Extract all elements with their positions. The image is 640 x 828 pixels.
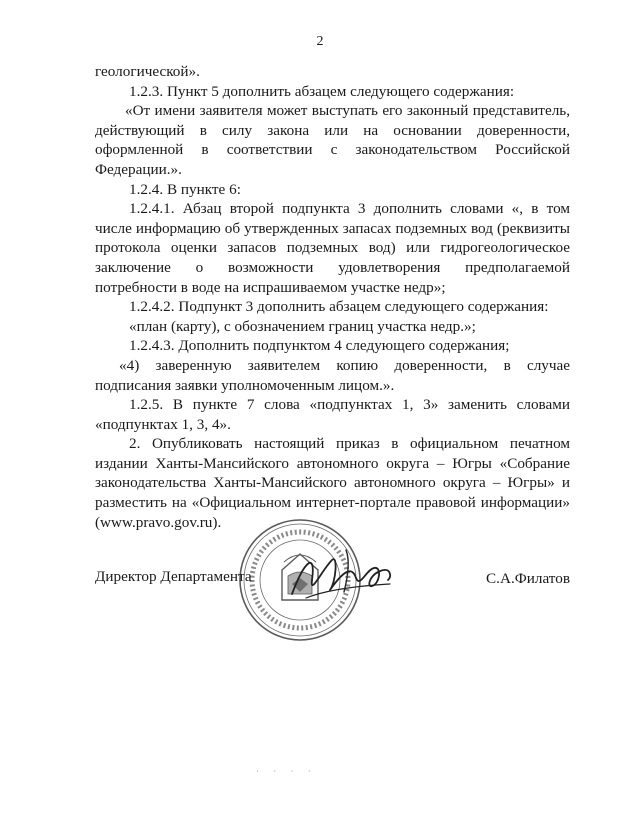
paragraph-quote-plan: «план (карту), с обозначением границ участка недр.»; bbox=[129, 317, 476, 335]
paragraph-1-2-4-2: 1.2.4.2. Подпункт 3 дополнить абзацем следующего содержания: bbox=[129, 298, 549, 316]
paragraph-quote-power-of-attorney: «4) заверенную заявителем копию доверенности, в случае подписания заявки уполномоченным лицом.». bbox=[95, 356, 570, 394]
document-body bbox=[95, 62, 570, 532]
signer-name: С.А.Филатов bbox=[486, 570, 570, 587]
page-number: 2 bbox=[316, 34, 324, 49]
paragraph-2-publish: 2. Опубликовать настоящий приказ в официальном печатном издании Ханты-Мансийского автономного округа – Югры «Собрание законодательства Ханты-Мансийского автономного округа – Югры» и разместить на «Официальном интернет-портале правовой информации» (www.pravo.gov.ru). bbox=[95, 435, 570, 531]
scan-artifact: · · · · bbox=[256, 766, 317, 776]
signer-title: Директор Департамента bbox=[95, 568, 252, 585]
paragraph-continuation: геологической». bbox=[95, 63, 200, 80]
paragraph-quote-representative: «От имени заявителя может выступать его законный представитель, действующий в силу закона или на основании доверенности, оформленной в соответствии с законодательством Российской Федерации.». bbox=[95, 102, 570, 178]
handwritten-signature-icon bbox=[286, 540, 396, 610]
paragraph-1-2-4-3: 1.2.4.3. Дополнить подпунктом 4 следующего содержания; bbox=[129, 337, 510, 355]
paragraph-1-2-3: 1.2.3. Пункт 5 дополнить абзацем следующего содержания: bbox=[129, 82, 515, 100]
paragraph-1-2-5: 1.2.5. В пункте 7 слова «подпунктах 1, 3» заменить словами «подпунктах 1, 3, 4». bbox=[95, 396, 570, 433]
paragraph-1-2-4: 1.2.4. В пункте 6: bbox=[129, 180, 241, 198]
paragraph-1-2-4-1: 1.2.4.1. Абзац второй подпункта 3 дополнить словами «, в том числе информацию об утвержденных запасах подземных вод (реквизиты протокола оценки запасов подземных вод) или гидрогеологическое заключение о возможности удовлетворения предполагаемой потребности в воде на испрашиваемом участке недр»; bbox=[95, 200, 570, 296]
